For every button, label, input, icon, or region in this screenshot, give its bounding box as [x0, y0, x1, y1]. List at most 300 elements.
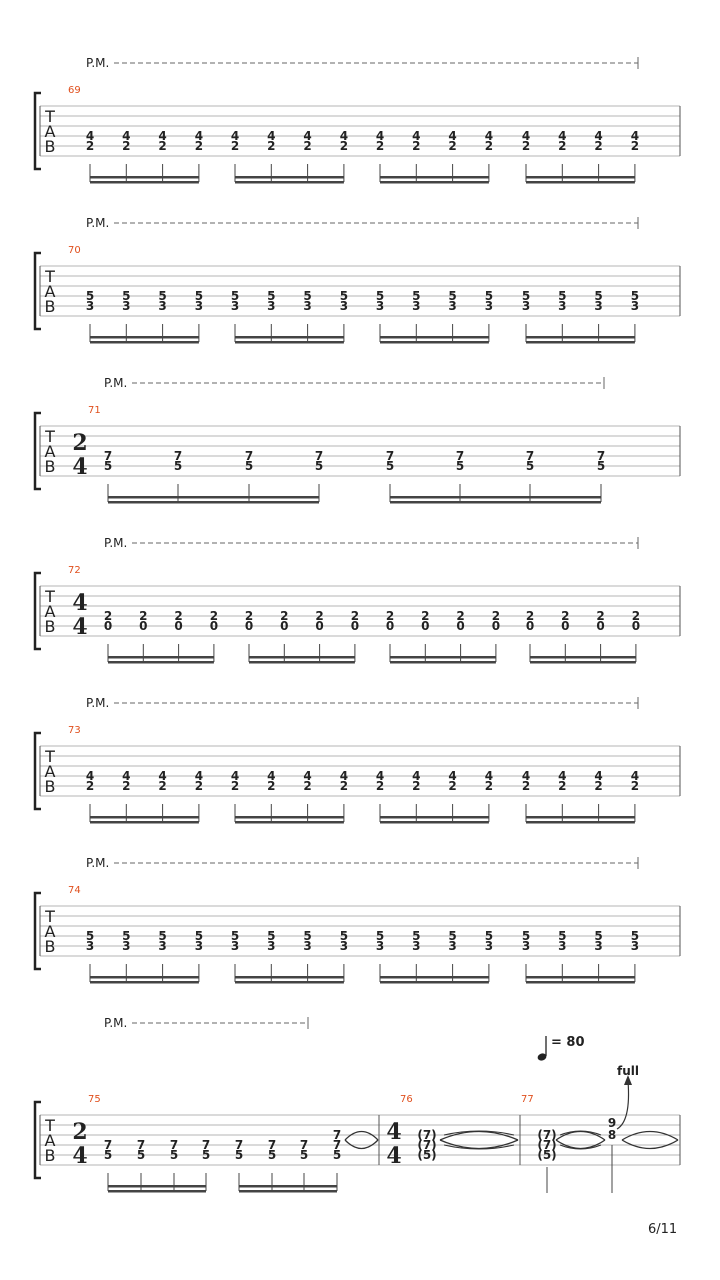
fret-number: 4	[375, 769, 385, 783]
fret-number: 5	[484, 289, 494, 303]
time-signature-top: 4	[72, 590, 88, 616]
fret-number: 2	[209, 609, 219, 623]
fret-number: 4	[158, 769, 167, 783]
tie	[440, 1132, 518, 1141]
beam	[108, 501, 319, 504]
tied-fret-number: (7)	[537, 1138, 557, 1152]
fret-number: 3	[85, 299, 95, 313]
fret-number: 3	[122, 939, 131, 953]
fret-number: 4	[412, 769, 421, 783]
fret-number: 5	[267, 1148, 277, 1162]
fret-number: 4	[194, 129, 204, 143]
fret-number: 2	[525, 609, 535, 623]
fret-number: 3	[484, 939, 494, 953]
palm-mute-label: P.M.	[104, 536, 128, 550]
fret-number: 7	[332, 1138, 342, 1152]
fret-number: 4	[558, 129, 567, 143]
fret-number: 5	[230, 929, 240, 943]
fret-number: 4	[594, 769, 603, 783]
fret-number: 4	[630, 769, 640, 783]
fret-number: 4	[484, 129, 494, 143]
beam	[235, 176, 344, 179]
fret-number: 5	[484, 929, 494, 943]
beam	[526, 821, 635, 824]
beam	[390, 661, 496, 664]
beam	[526, 981, 635, 984]
fret-number: 0	[491, 619, 501, 633]
fret-number: 2	[412, 139, 421, 153]
fret-number: 4	[267, 769, 276, 783]
tab-clef-letter: B	[44, 297, 56, 316]
palm-mute-label: P.M.	[104, 376, 128, 390]
fret-number: 2	[375, 139, 385, 153]
beam	[90, 336, 199, 339]
tab-clef-letter: T	[45, 587, 55, 606]
beam	[90, 821, 199, 824]
tie	[622, 1132, 678, 1141]
fret-number: 7	[332, 1128, 342, 1142]
fret-number: 2	[244, 609, 254, 623]
fret-number: 2	[521, 779, 531, 793]
fret-number: 2	[85, 139, 95, 153]
fret-number: 3	[267, 939, 276, 953]
fret-number: 7	[267, 1138, 277, 1152]
fret-number: 2	[521, 139, 531, 153]
measure-number: 75	[88, 1094, 101, 1105]
fret-number: 3	[230, 299, 240, 313]
beam	[526, 176, 635, 179]
fret-number: 4	[448, 769, 457, 783]
beam	[239, 1185, 337, 1188]
beam	[526, 341, 635, 344]
fret-number: 5	[412, 929, 421, 943]
time-signature-bottom: 4	[386, 1143, 402, 1169]
fret-number: 2	[339, 779, 349, 793]
fret-number: 2	[194, 139, 204, 153]
fret-number: 0	[525, 619, 535, 633]
fret-number: 5	[412, 289, 421, 303]
fret-number: 2	[339, 139, 349, 153]
fret-number: 2	[230, 779, 240, 793]
measure-number: 71	[88, 405, 101, 416]
fret-number: 2	[194, 779, 204, 793]
measure-number: 76	[400, 1094, 413, 1105]
fret-number: 5	[630, 289, 640, 303]
measure-number: 70	[68, 245, 81, 256]
fret-number: 3	[521, 299, 531, 313]
fret-number: 5	[85, 289, 95, 303]
tab-clef-letter: T	[45, 747, 55, 766]
beam	[249, 656, 355, 659]
fret-number: 5	[201, 1148, 211, 1162]
fret-number: 2	[594, 779, 603, 793]
time-signature-bottom: 4	[72, 614, 88, 640]
fret-number: 7	[103, 1138, 113, 1152]
bend-curve	[617, 1081, 629, 1129]
beam	[380, 821, 489, 824]
fret-number: 5	[339, 289, 349, 303]
fret-number: 4	[303, 769, 312, 783]
beam	[249, 661, 355, 664]
fret-number: 4	[267, 129, 276, 143]
beam	[390, 496, 601, 499]
fret-number: 5	[448, 289, 457, 303]
fret-number: 5	[173, 459, 183, 473]
beam	[108, 496, 319, 499]
fret-number: 5	[194, 289, 204, 303]
fret-number: 2	[596, 609, 605, 623]
beam	[108, 661, 214, 664]
beam	[380, 981, 489, 984]
beam	[108, 1185, 206, 1188]
fret-number: 4	[303, 129, 312, 143]
fret-number: 2	[350, 609, 360, 623]
time-signature-top: 4	[386, 1119, 402, 1145]
fret-number: 5	[448, 929, 457, 943]
fret-number: 0	[631, 619, 641, 633]
fret-number: 2	[122, 139, 131, 153]
fret-number: 8	[607, 1128, 617, 1142]
fret-number: 7	[299, 1138, 309, 1152]
fret-number: 3	[375, 299, 385, 313]
fret-number: 2	[385, 609, 395, 623]
beam	[235, 336, 344, 339]
fret-number: 5	[234, 1148, 244, 1162]
fret-number: 5	[136, 1148, 146, 1162]
tie	[345, 1140, 378, 1149]
beam	[380, 336, 489, 339]
fret-number: 5	[630, 929, 640, 943]
fret-number: 7	[455, 449, 465, 463]
fret-number: 5	[194, 929, 204, 943]
fret-number: 7	[314, 449, 324, 463]
fret-number: 2	[303, 139, 312, 153]
fret-number: 2	[122, 779, 131, 793]
palm-mute-label: P.M.	[86, 696, 110, 710]
fret-number: 5	[103, 1148, 113, 1162]
tab-clef-letter: T	[45, 427, 55, 446]
fret-number: 5	[267, 929, 276, 943]
fret-number: 7	[169, 1138, 179, 1152]
beam	[526, 976, 635, 979]
fret-number: 2	[630, 139, 640, 153]
fret-number: 7	[136, 1138, 146, 1152]
bend-label: full	[617, 1064, 639, 1078]
page-number: 6/11	[648, 1222, 678, 1237]
fret-number: 2	[375, 779, 385, 793]
fret-number: 5	[85, 929, 95, 943]
fret-number: 4	[594, 129, 603, 143]
fret-number: 3	[194, 299, 204, 313]
tie	[622, 1140, 678, 1149]
fret-number: 0	[280, 619, 289, 633]
tab-clef-letter: T	[45, 267, 55, 286]
fret-number: 5	[594, 929, 603, 943]
fret-number: 2	[594, 139, 603, 153]
fret-number: 3	[158, 299, 167, 313]
fret-number: 4	[558, 769, 567, 783]
tied-fret-number: (5)	[417, 1148, 437, 1162]
measure-number: 73	[68, 725, 81, 736]
fret-number: 4	[521, 769, 531, 783]
fret-number: 5	[455, 459, 465, 473]
fret-number: 4	[484, 769, 494, 783]
fret-number: 0	[139, 619, 148, 633]
fret-number: 7	[234, 1138, 244, 1152]
fret-number: 4	[158, 129, 167, 143]
fret-number: 5	[299, 1148, 309, 1162]
fret-number: 2	[412, 779, 421, 793]
fret-number: 4	[339, 129, 349, 143]
fret-number: 3	[122, 299, 131, 313]
fret-number: 7	[201, 1138, 211, 1152]
fret-number: 4	[230, 769, 240, 783]
fret-number: 4	[230, 129, 240, 143]
fret-number: 4	[85, 129, 95, 143]
fret-number: 2	[158, 139, 167, 153]
fret-number: 3	[412, 299, 421, 313]
fret-number: 5	[158, 289, 167, 303]
fret-number: 2	[448, 779, 457, 793]
measure-number: 72	[68, 565, 81, 576]
beam	[390, 656, 496, 659]
fret-number: 3	[303, 299, 312, 313]
fret-number: 3	[230, 939, 240, 953]
fret-number: 4	[122, 769, 131, 783]
fret-number: 3	[85, 939, 95, 953]
fret-number: 5	[314, 459, 324, 473]
fret-number: 3	[521, 939, 531, 953]
fret-number: 0	[561, 619, 570, 633]
fret-number: 2	[267, 139, 276, 153]
fret-number: 3	[594, 939, 603, 953]
fret-number: 2	[561, 609, 570, 623]
fret-number: 5	[103, 459, 113, 473]
fret-number: 4	[122, 129, 131, 143]
beam	[380, 976, 489, 979]
tab-clef-letter: B	[44, 1146, 56, 1165]
tab-clef-letter: A	[44, 602, 56, 621]
beam	[90, 341, 199, 344]
fret-number: 0	[421, 619, 430, 633]
tied-fret-number: (7)	[417, 1128, 437, 1142]
beam	[90, 981, 199, 984]
fret-number: 5	[122, 289, 131, 303]
fret-number: 2	[484, 139, 494, 153]
fret-number: 3	[267, 299, 276, 313]
fret-number: 2	[421, 609, 430, 623]
time-signature-top: 2	[72, 430, 88, 456]
fret-number: 7	[103, 449, 113, 463]
fret-number: 0	[174, 619, 183, 633]
tab-clef-letter: T	[45, 907, 55, 926]
tie	[556, 1140, 605, 1149]
tab-clef-letter: A	[44, 442, 56, 461]
beam	[526, 181, 635, 184]
beam	[235, 181, 344, 184]
tied-fret-number: (7)	[417, 1138, 437, 1152]
fret-number: 3	[558, 299, 567, 313]
fret-number: 5	[169, 1148, 179, 1162]
beam	[90, 181, 199, 184]
fret-number: 5	[158, 929, 167, 943]
fret-number: 2	[631, 609, 641, 623]
fret-number: 5	[339, 929, 349, 943]
fret-number: 5	[230, 289, 240, 303]
fret-number: 5	[521, 929, 531, 943]
fret-number: 2	[230, 139, 240, 153]
beam	[90, 176, 199, 179]
fret-number: 3	[630, 299, 640, 313]
tab-clef-letter: A	[44, 762, 56, 781]
fret-number: 7	[244, 449, 254, 463]
tab-clef-letter: T	[45, 107, 55, 126]
fret-number: 4	[375, 129, 385, 143]
beam	[235, 976, 344, 979]
tied-fret-number: (5)	[537, 1148, 557, 1162]
beam	[380, 341, 489, 344]
tie	[440, 1140, 518, 1149]
tab-clef-letter: A	[44, 122, 56, 141]
fret-number: 2	[558, 139, 567, 153]
fret-number: 7	[596, 449, 606, 463]
measure-number: 69	[68, 85, 81, 96]
fret-number: 0	[385, 619, 395, 633]
tab-clef-letter: T	[45, 1116, 55, 1135]
fret-number: 5	[375, 289, 385, 303]
beam	[235, 821, 344, 824]
beam	[380, 176, 489, 179]
fret-number: 7	[173, 449, 183, 463]
beam	[380, 181, 489, 184]
fret-number: 5	[375, 929, 385, 943]
fret-number: 3	[158, 939, 167, 953]
tab-clef-letter: B	[44, 777, 56, 796]
tab-clef-letter: A	[44, 1131, 56, 1150]
fret-number: 3	[558, 939, 567, 953]
fret-number: 4	[630, 129, 640, 143]
fret-number: 0	[456, 619, 465, 633]
beam	[90, 816, 199, 819]
fret-number: 0	[315, 619, 324, 633]
fret-number: 2	[448, 139, 457, 153]
palm-mute-label: P.M.	[86, 216, 110, 230]
beam	[108, 1190, 206, 1193]
fret-number: 3	[484, 299, 494, 313]
beam	[235, 981, 344, 984]
fret-number: 3	[194, 939, 204, 953]
time-signature-bottom: 4	[72, 1143, 88, 1169]
tab-clef-letter: A	[44, 282, 56, 301]
fret-number: 4	[412, 129, 421, 143]
fret-number: 5	[521, 289, 531, 303]
fret-number: 5	[594, 289, 603, 303]
beam	[380, 816, 489, 819]
fret-number: 5	[332, 1148, 342, 1162]
fret-number: 3	[412, 939, 421, 953]
tab-clef-letter: B	[44, 617, 56, 636]
fret-number: 2	[174, 609, 183, 623]
fret-number: 5	[558, 289, 567, 303]
palm-mute-label: P.M.	[104, 1016, 128, 1030]
fret-number: 5	[244, 459, 254, 473]
tab-clef-letter: A	[44, 922, 56, 941]
fret-number: 2	[103, 609, 113, 623]
fret-number: 2	[303, 779, 312, 793]
fret-number: 2	[280, 609, 289, 623]
fret-number: 3	[375, 939, 385, 953]
fret-number: 3	[339, 299, 349, 313]
fret-number: 9	[607, 1116, 617, 1130]
fret-number: 0	[103, 619, 113, 633]
measure-number: 77	[521, 1094, 534, 1105]
fret-number: 0	[244, 619, 254, 633]
fret-number: 5	[596, 459, 606, 473]
fret-number: 3	[339, 939, 349, 953]
beam	[108, 656, 214, 659]
beam	[526, 816, 635, 819]
fret-number: 5	[525, 459, 535, 473]
fret-number: 2	[484, 779, 494, 793]
tab-clef-letter: B	[44, 457, 56, 476]
fret-number: 2	[139, 609, 148, 623]
fret-number: 5	[385, 459, 395, 473]
tempo-value: = 80	[551, 1035, 585, 1050]
tab-clef-letter: B	[44, 937, 56, 956]
beam	[235, 341, 344, 344]
tab-clef-letter: B	[44, 137, 56, 156]
beam	[390, 501, 601, 504]
fret-number: 2	[85, 779, 95, 793]
beam	[239, 1190, 337, 1193]
fret-number: 2	[267, 779, 276, 793]
fret-number: 2	[315, 609, 324, 623]
fret-number: 5	[267, 289, 276, 303]
fret-number: 0	[596, 619, 605, 633]
fret-number: 2	[456, 609, 465, 623]
palm-mute-label: P.M.	[86, 856, 110, 870]
fret-number: 3	[303, 939, 312, 953]
fret-number: 2	[491, 609, 501, 623]
palm-mute-label: P.M.	[86, 56, 110, 70]
beam	[526, 336, 635, 339]
fret-number: 2	[630, 779, 640, 793]
fret-number: 4	[339, 769, 349, 783]
fret-number: 5	[303, 929, 312, 943]
fret-number: 2	[158, 779, 167, 793]
fret-number: 0	[209, 619, 219, 633]
fret-number: 7	[525, 449, 535, 463]
fret-number: 3	[448, 299, 457, 313]
time-signature-top: 2	[72, 1119, 88, 1145]
tie	[556, 1132, 605, 1141]
beam	[90, 976, 199, 979]
fret-number: 2	[558, 779, 567, 793]
fret-number: 3	[594, 299, 603, 313]
fret-number: 4	[194, 769, 204, 783]
tie	[345, 1132, 378, 1141]
fret-number: 4	[85, 769, 95, 783]
fret-number: 3	[448, 939, 457, 953]
beam	[235, 816, 344, 819]
fret-number: 5	[303, 289, 312, 303]
fret-number: 4	[521, 129, 531, 143]
fret-number: 5	[122, 929, 131, 943]
fret-number: 0	[350, 619, 360, 633]
time-signature-bottom: 4	[72, 454, 88, 480]
tied-fret-number: (7)	[537, 1128, 557, 1142]
measure-number: 74	[68, 885, 81, 896]
